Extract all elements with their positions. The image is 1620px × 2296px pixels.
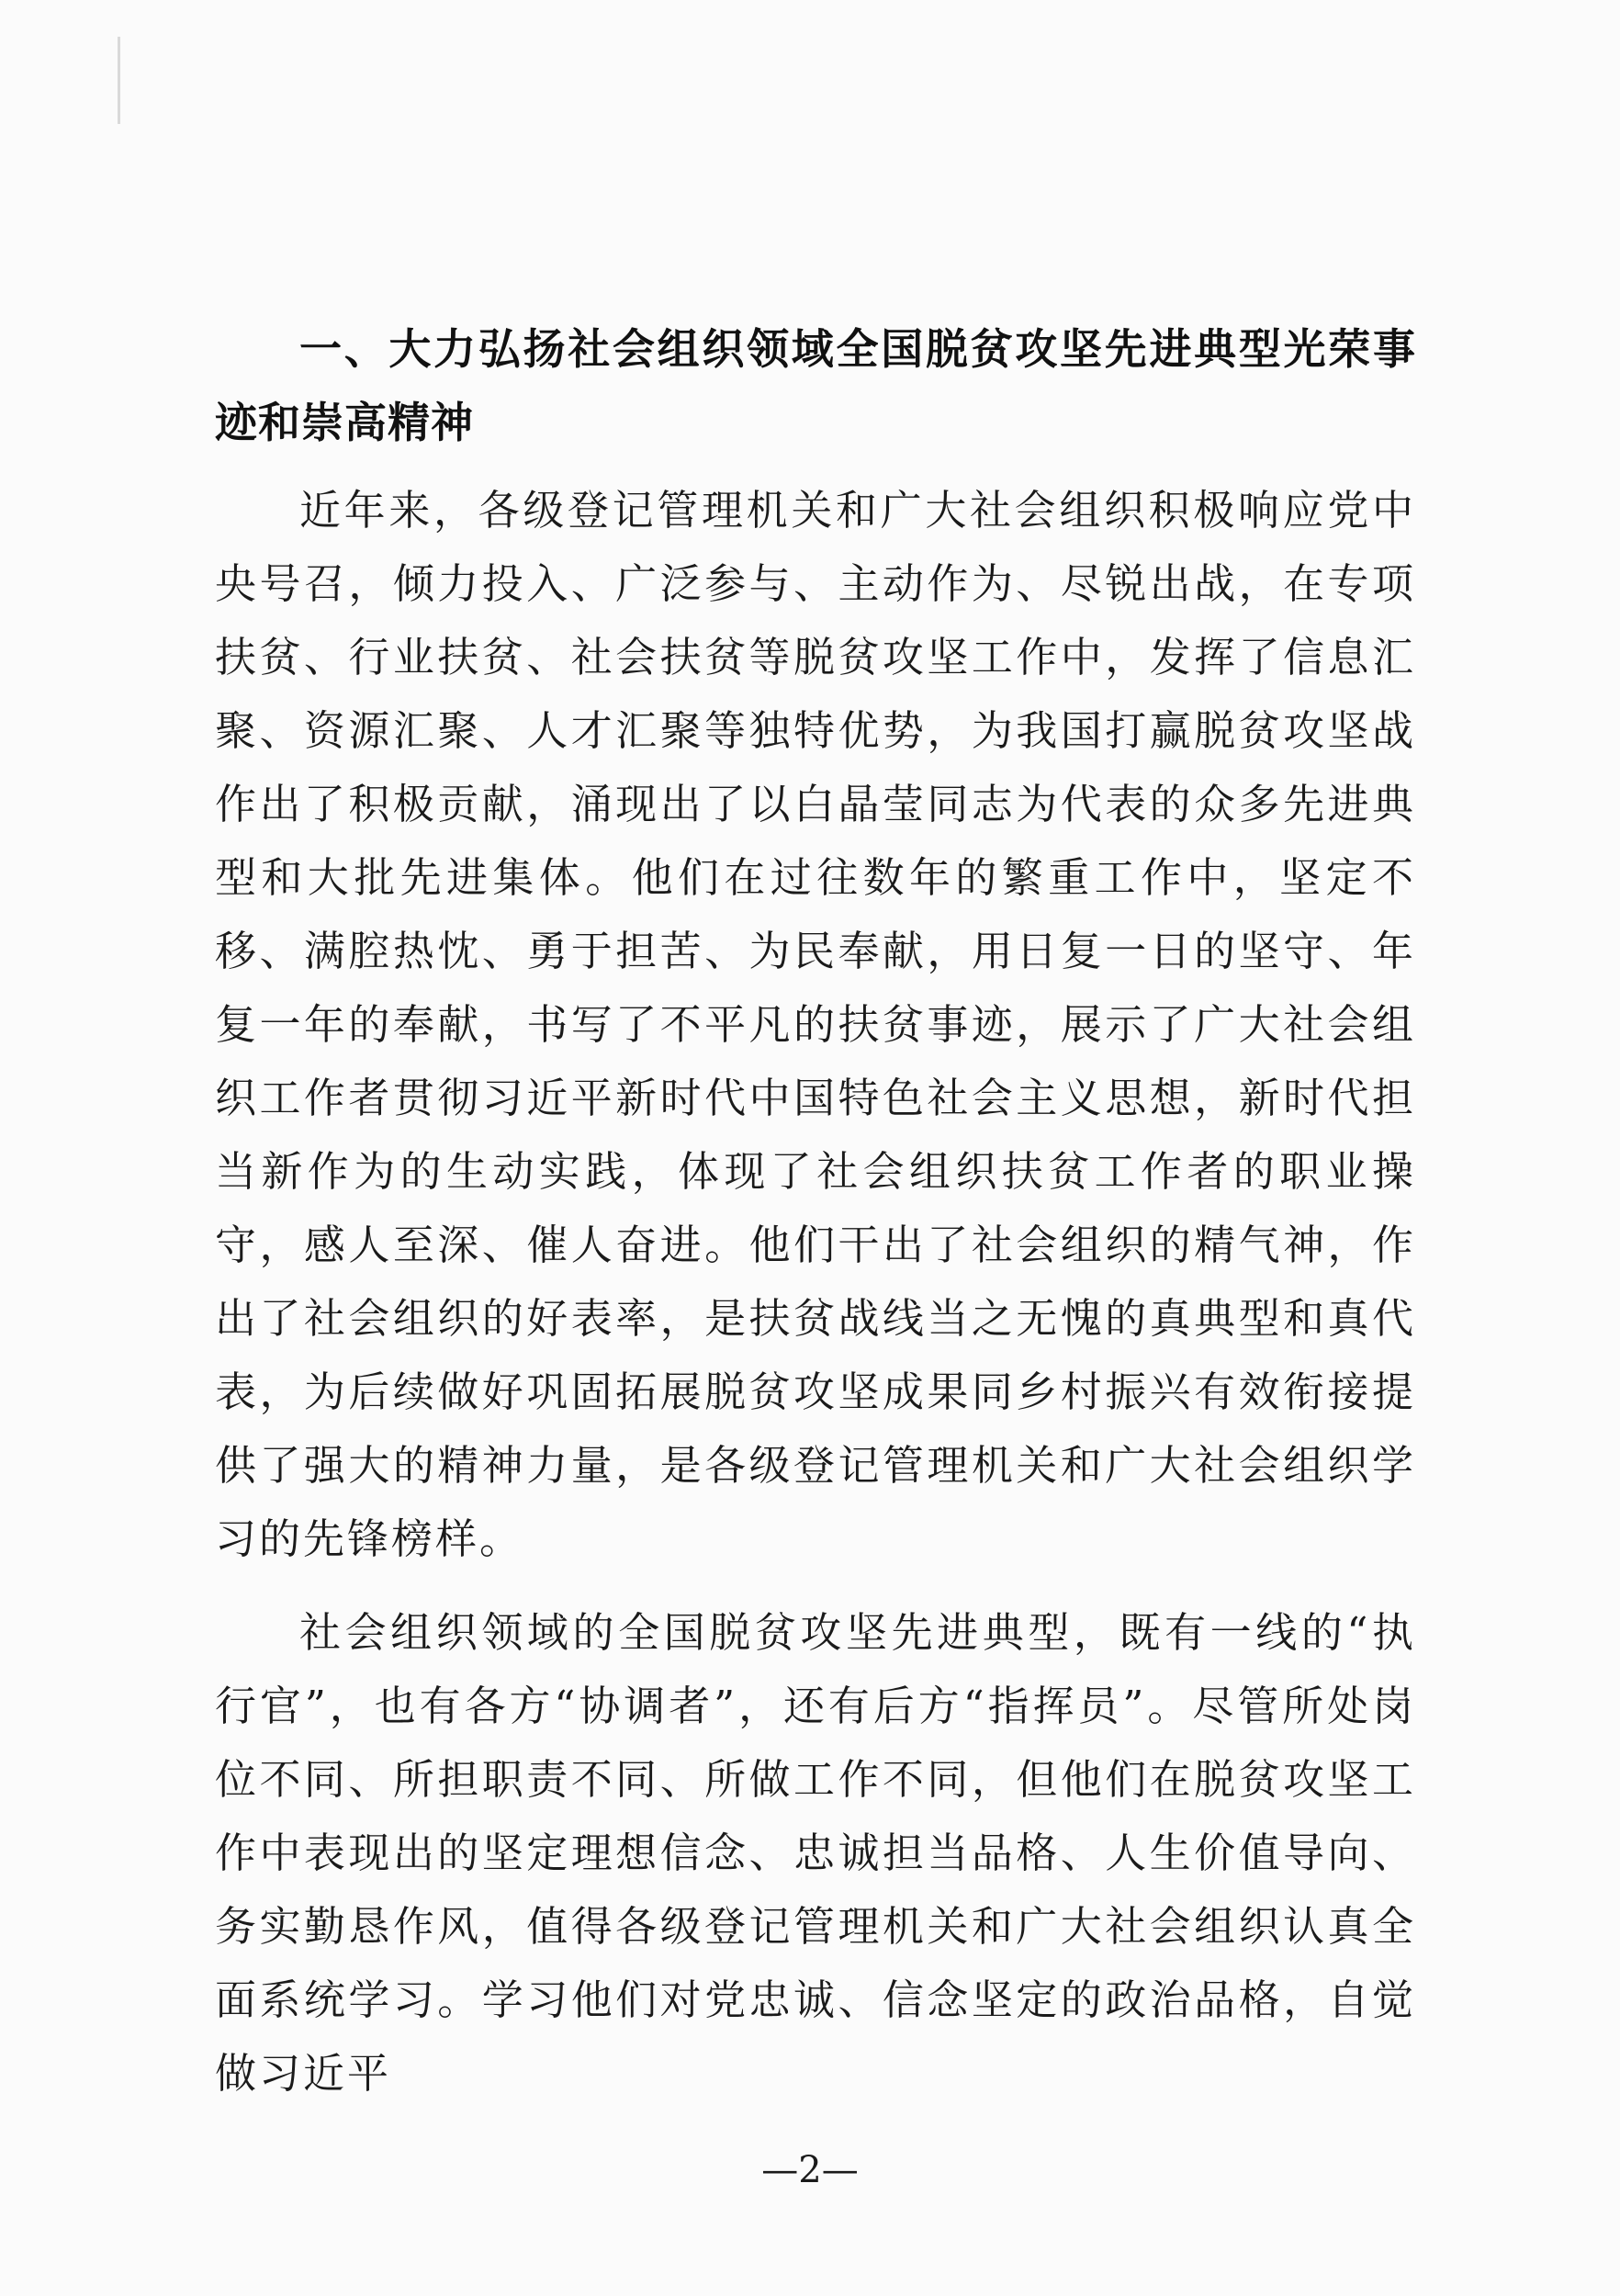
- body-paragraph-2: 社会组织领域的全国脱贫攻坚先进典型，既有一线的“执行官”，也有各方“协调者”，还有后方“指挥员”。尽管所处岗位不同、所担职责不同、所做工作不同，但他们在脱贫攻坚工作中表现出的坚定理想信念、忠诚担当品格、人生价值导向、务实勤恳作风，值得各级登记管理机关和广大社会组织认真全面系统学习。学习他们对党忠诚、信念坚定的政治品格，自觉做习近平: [215, 1608, 1416, 2098]
- page-number: —2—: [761, 2149, 859, 2191]
- document-body: [215, 312, 1416, 2110]
- body-paragraph-1: 近年来，各级登记管理机关和广大社会组织积极响应党中央号召，倾力投入、广泛参与、主动作为、尽锐出战，在专项扶贫、行业扶贫、社会扶贫等脱贫攻坚工作中，发挥了信息汇聚、资源汇聚、人才汇聚等独特优势，为我国打赢脱贫攻坚战作出了积极贡献，涌现出了以白晶莹同志为代表的众多先进典型和大批先进集体。他们在过往数年的繁重工作中，坚定不移、满腔热忱、勇于担苦、为民奉献，用日复一日的坚守、年复一年的奉献，书写了不平凡的扶贫事迹，展示了广大社会组织工作者贯彻习近平新时代中国特色社会主义思想，新时代担当新作为的生动实践，体现了社会组织扶贫工作者的职业操守，感人至深、催人奋进。他们干出了社会组织的精气神，作出了社会组织的好表率，是扶贫战线当之无愧的真典型和真代表，为后续做好巩固拓展脱贫攻坚成果同乡村振兴有效衔接提供了强大的精神力量，是各级登记管理机关和广大社会组织学习的先锋榜样。: [215, 486, 1416, 1563]
- section-heading: 一、大力弘扬社会组织领域全国脱贫攻坚先进典型光荣事迹和崇高精神: [215, 324, 1416, 447]
- scan-artifact-line: [118, 37, 120, 124]
